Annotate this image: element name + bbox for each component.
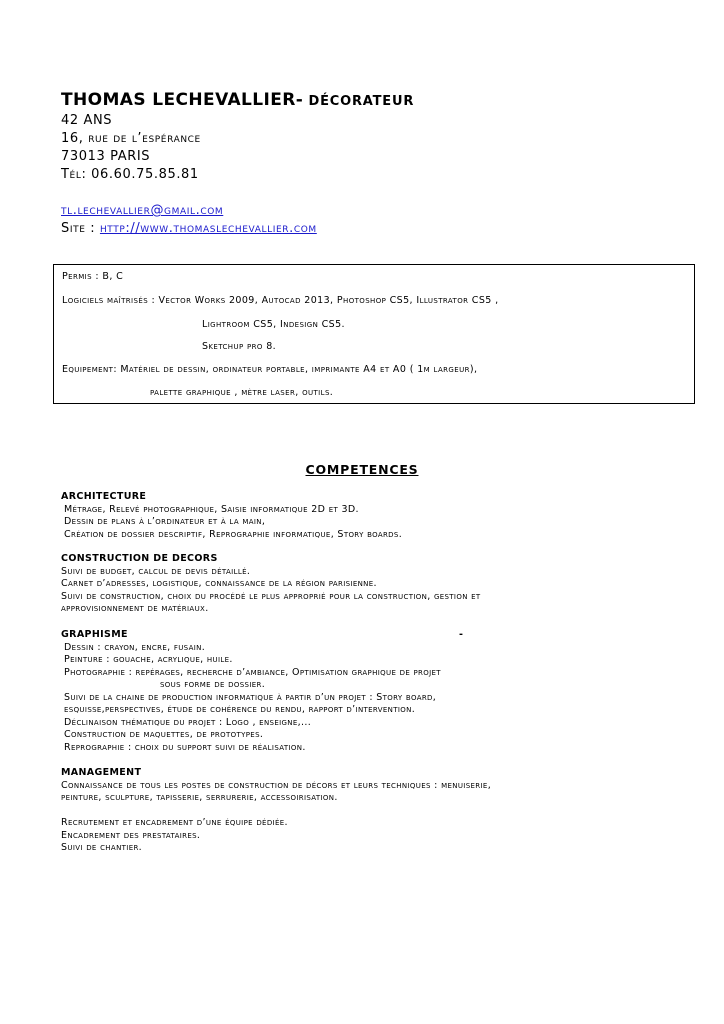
permis-line: Permis : B, C (62, 271, 124, 282)
person-name: THOMAS LECHEVALLIER- (61, 90, 304, 110)
website-link[interactable]: http://www.thomaslechevallier.com (99, 221, 317, 236)
section-line: Reprographie : choix du support suivi de réalisation. (64, 741, 306, 753)
section-management (61, 767, 491, 855)
section-title: CONSTRUCTION DE DECORS (61, 553, 218, 564)
phone: Tél: 06.60.75.85.81 (61, 167, 199, 182)
logiciels-line-2: Lightroom CS5, Indesign CS5. (202, 319, 345, 330)
street-address: 16, rue de l’espérance (61, 131, 201, 146)
section-line: Suivi de chantier. (61, 842, 143, 853)
stray-dash: - (459, 629, 464, 640)
city: 73013 PARIS (61, 149, 151, 164)
section-line: Carnet d’adresses, logistique, connaissance de la région parisienne. (61, 578, 377, 589)
equipement-line-2: palette graphique , mètre laser, outils. (150, 387, 334, 398)
section-line: Encadrement des prestataires. (61, 829, 201, 841)
logiciels-line: Logiciels maîtrisés : Vector Works 2009, Autocad 2013, Photoshop CS5, Illustrator CS5 , (62, 295, 499, 306)
section-title: GRAPHISME (61, 629, 128, 640)
section-line: sous forme de dossier. (160, 679, 266, 690)
section-line: Suivi de la chaine de production informatique à partir d’un projet : Story board, (64, 691, 437, 703)
name-title (61, 90, 414, 112)
blank-line (61, 805, 491, 818)
section-line: Construction de maquettes, de prototypes. (64, 729, 264, 740)
section-line: Connaissance de tous les postes de construction de décors et leurs techniques : menuiserie, (61, 779, 492, 791)
section-line: Photographie : repérages, recherche d’ambiance, Optimisation graphique de projet (64, 666, 441, 678)
email-row (61, 202, 414, 220)
section-line: esquisse,perspectives, étude de cohérence du rendu, rapport d’intervention. (64, 704, 416, 715)
section-construction (61, 553, 481, 616)
section-graphisme (61, 629, 464, 754)
section-line: Recrutement et encadrement d’une équipe dédiée. (61, 817, 288, 828)
section-title-row (61, 629, 464, 642)
website-row (61, 220, 414, 238)
equipement-line: Equipement: Matériel de dessin, ordinateur portable, imprimante A4 et A0 ( 1m largeur), (62, 364, 478, 375)
competences-heading (0, 462, 724, 477)
section-line: Métrage, Relevé photographique, Saisie informatique 2D et 3D. (64, 503, 359, 515)
section-line: peinture, sculpture, tapisserie, serrurerie, accessoirisation. (61, 792, 338, 803)
email-link[interactable]: tl.lechevallier@gmail.com (61, 203, 224, 218)
section-line: Dessin de plans à l’ordinateur et à la main, (64, 516, 266, 527)
section-line: Suivi de construction, choix du procédé le plus approprié pour la construction, gestion et (61, 590, 481, 602)
section-line: Suivi de budget, calcul de devis détaillé. (61, 565, 251, 577)
section-line: approvisionnement de matériaux. (61, 603, 209, 614)
logiciels-line-3: Sketchup pro 8. (202, 341, 277, 352)
section-architecture (61, 491, 402, 541)
contact-header (61, 90, 414, 238)
section-title: MANAGEMENT (61, 767, 142, 778)
section-line: Création de dossier descriptif, Reprographie informatique, Story boards. (64, 528, 403, 540)
section-title: ARCHITECTURE (61, 491, 147, 502)
site-label: Site : (61, 221, 100, 236)
section-line: Dessin : crayon, encre, fusain. (64, 641, 206, 653)
job-title: DÉCORATEUR (303, 94, 415, 109)
info-box (53, 264, 695, 404)
section-line: Peinture : gouache, acrylique, huile. (64, 654, 233, 665)
age: 42 ANS (61, 113, 113, 128)
section-line: Déclinaison thématique du projet : Logo , enseigne,... (64, 716, 312, 728)
competences-title-text: COMPETENCES (305, 462, 419, 477)
